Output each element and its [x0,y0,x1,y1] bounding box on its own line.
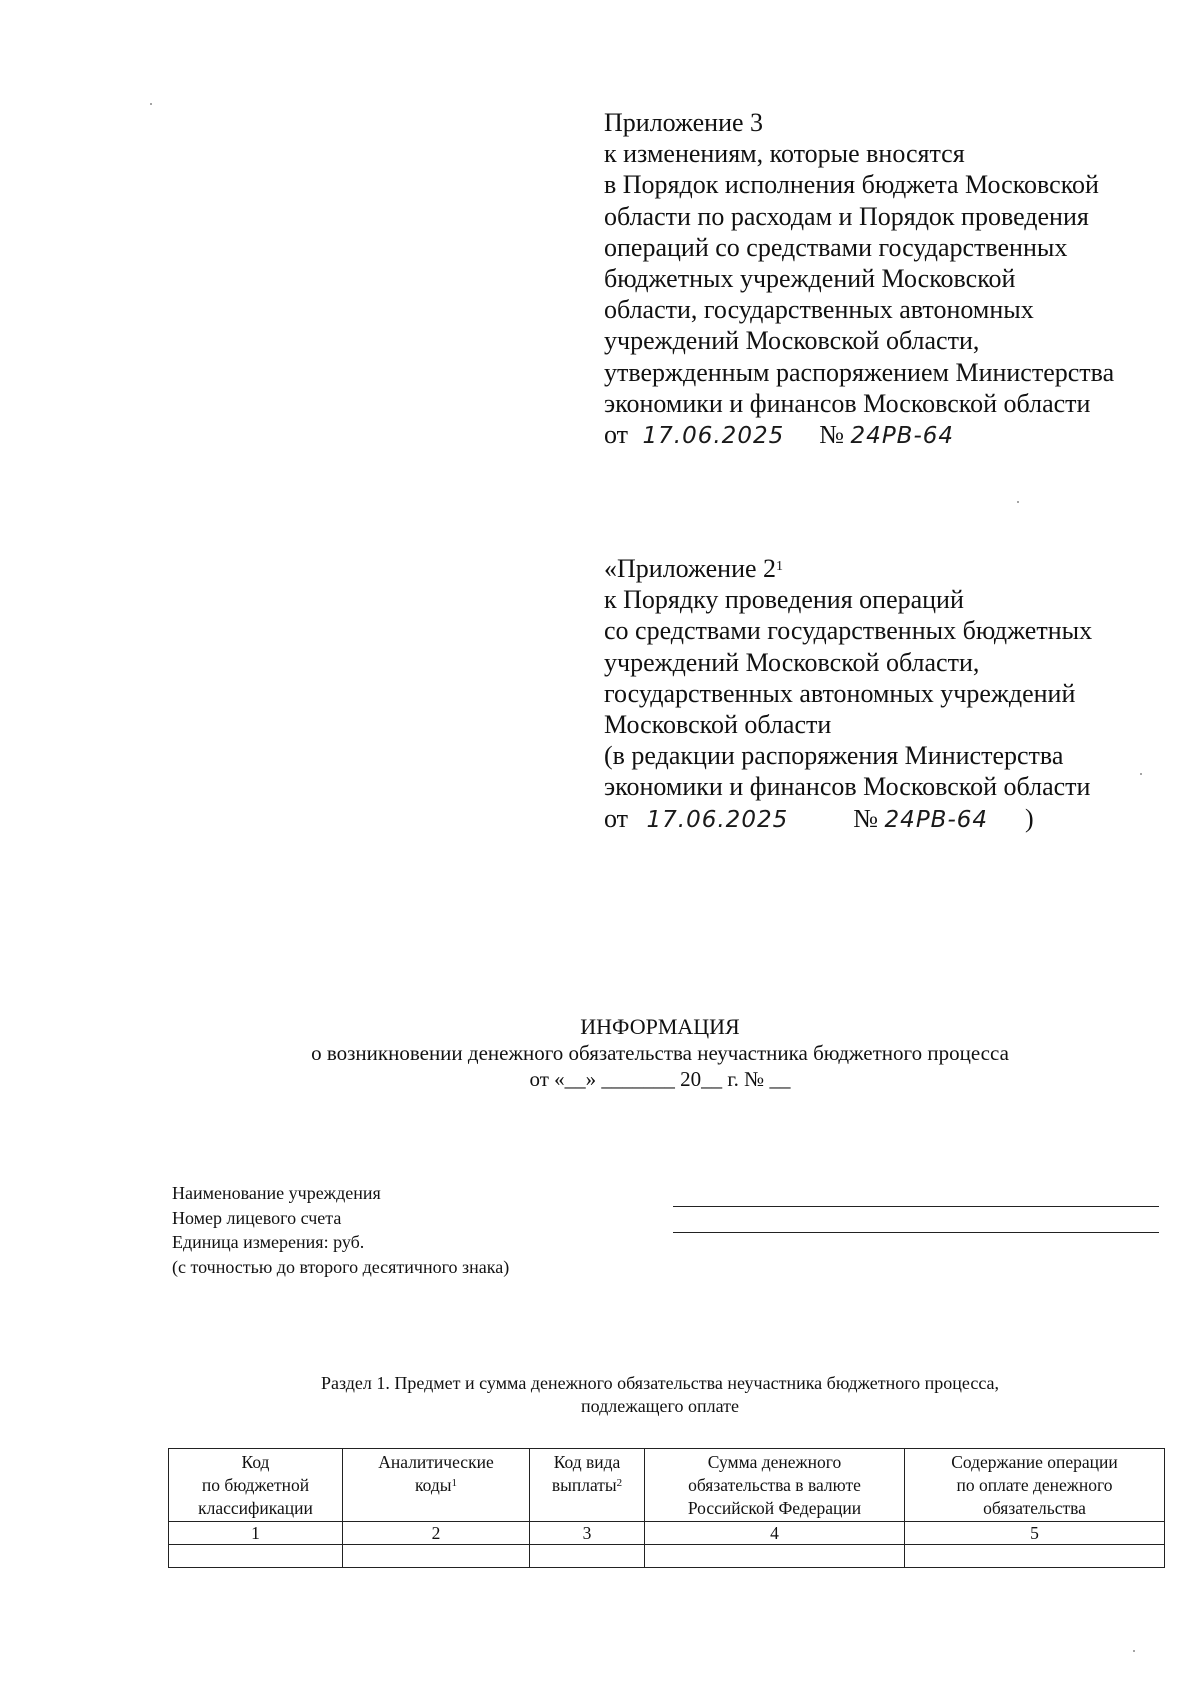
appendix-line: в Порядок исполнения бюджета Московской [604,170,1099,200]
table-cell[interactable] [645,1545,905,1568]
field-account-number: Номер лицевого счета [172,1207,342,1228]
footnote-2-marker: 2 [616,1477,623,1489]
number-prefix: № [819,420,845,450]
handwritten-date: 17.06.2025 [642,423,785,450]
appendix-inner-date-line [604,803,1092,836]
obligation-table [168,1448,1165,1568]
appendix-inner-line: (в редакции распоряжения Министерства [604,741,1064,771]
date-prefix: от [604,803,629,833]
appendix-line: к изменениям, которые вносятся [604,139,965,169]
handwritten-date: 17.06.2025 [646,806,789,833]
table-cell[interactable] [530,1545,645,1568]
institution-fields [172,1181,509,1279]
appendix-inner-line: государственных автономных учреждений [604,678,1076,708]
appendix-date-line [604,419,1114,452]
document-date-line: от «__» _______ 20__ г. № __ [529,1067,791,1091]
appendix-line: экономики и финансов Московской области [604,388,1091,418]
field-institution-name: Наименование учреждения [172,1183,381,1203]
handwritten-number: 24РВ-64 [884,806,989,833]
appendix-inner-title-sup: 1 [776,559,784,574]
institution-name-blank-line[interactable] [673,1206,1159,1207]
table-cell[interactable] [343,1545,530,1568]
appendix-line: утвержденным распоряжением Министерства [604,357,1115,387]
header-payment-type-code: Код вида выплаты$^2$ [530,1449,645,1522]
account-number-blank-line[interactable] [673,1232,1159,1233]
appendix-inner-line: учреждений Московской области, [604,647,980,677]
appendix-line: Приложение 3 [604,108,764,137]
header-budget-code: Код по бюджетной классификации [169,1449,343,1522]
scan-speck [1133,1650,1135,1652]
closing-paren: ) [1025,803,1034,833]
footnote-1-marker: 1 [451,1477,458,1489]
section-1-title: Раздел 1. Предмет и сумма денежного обязательства неучастника бюджетного процесса, [320,1373,1000,1393]
appendix-inner-line: к Порядку проведения операций [604,585,964,615]
appendix-inner-title-text: «Приложение 2 [604,554,777,583]
section-1-heading [0,1372,1200,1418]
scan-speck [1017,501,1019,503]
document-subtitle: о возникновении денежного обязательства неучастника бюджетного процесса [311,1041,1009,1065]
field-unit: Единица измерения: руб. [172,1232,365,1252]
appendix-3-block [604,107,1114,452]
date-prefix: от [604,420,629,450]
appendix-2-block [604,553,1092,836]
header-obligation-amount: Сумма денежного обязательства в валюте Российской Федерации [645,1449,905,1522]
table-number-row [169,1522,1165,1545]
appendix-line: области по расходам и Порядок проведения [604,201,1089,231]
appendix-line: операций со средствами государственных [604,232,1068,262]
appendix-line: области, государственных автономных [604,295,1034,325]
column-number: 1 [169,1522,343,1545]
appendix-line: учреждений Московской области, [604,326,980,356]
header-operation-content: Содержание операции по оплате денежного обязательства [905,1449,1165,1522]
scan-speck [150,103,152,105]
document-heading [0,1014,1200,1092]
appendix-inner-line: экономики и финансов Московской области [604,772,1091,802]
column-number: 2 [343,1522,530,1545]
handwritten-number: 24РВ-64 [850,423,955,450]
appendix-inner-line: Московской области [604,710,832,740]
table-cell[interactable] [905,1545,1165,1568]
appendix-inner-line: со средствами государственных бюджетных [604,616,1093,646]
header-analytic-codes: Аналитические коды$^1$ [343,1449,530,1522]
table-row [169,1545,1165,1568]
document-title: ИНФОРМАЦИЯ [580,1014,740,1039]
column-number: 4 [645,1522,905,1545]
number-prefix: № [853,803,879,833]
section-1-title-cont: подлежащего оплате [581,1396,739,1416]
field-precision: (с точностью до второго десятичного знака) [172,1256,510,1277]
table-header-row [169,1449,1165,1522]
appendix-line: бюджетных учреждений Московской [604,264,1016,294]
column-number: 3 [530,1522,645,1545]
scan-speck [1140,773,1142,775]
table-cell[interactable] [169,1545,343,1568]
column-number: 5 [905,1522,1165,1545]
appendix-inner-title [604,553,1092,584]
